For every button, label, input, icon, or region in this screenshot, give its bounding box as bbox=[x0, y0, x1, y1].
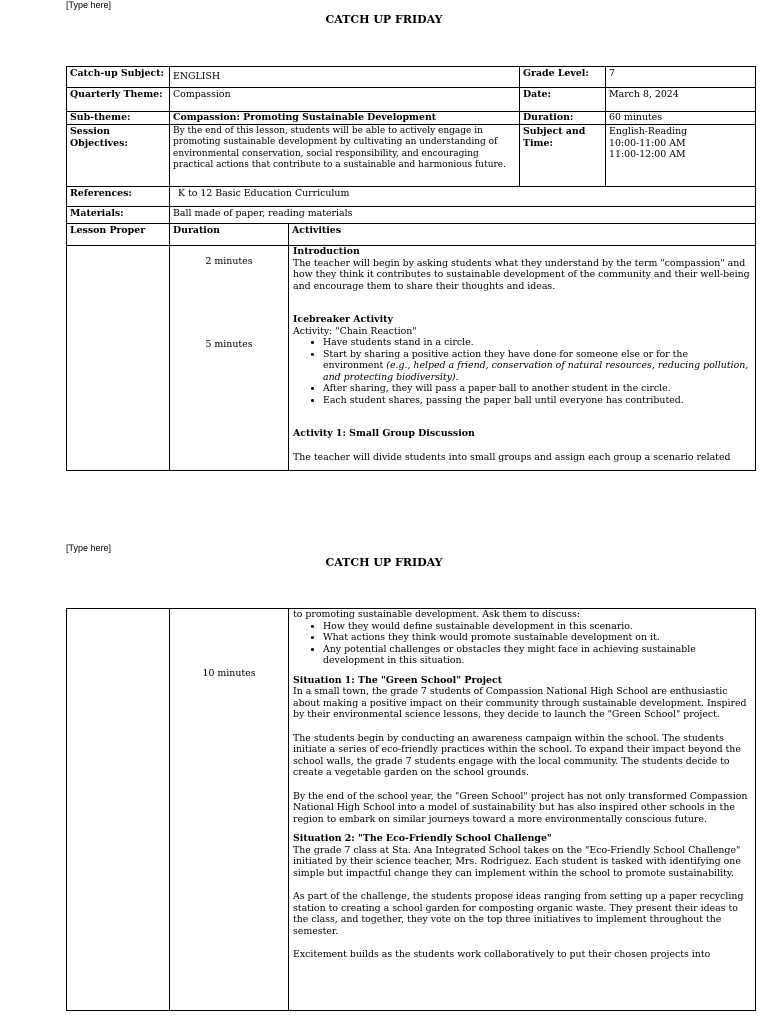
activities-column-header: Activities bbox=[289, 224, 756, 246]
duration-intro: 2 minutes bbox=[205, 256, 253, 267]
references-value: K to 12 Basic Education Curriculum bbox=[170, 187, 756, 207]
subtheme-value: Compassion: Promoting Sustainable Development bbox=[170, 112, 520, 125]
grade-label: Grade Level: bbox=[520, 67, 606, 88]
theme-value: Compassion bbox=[170, 88, 520, 112]
duration-icebreaker: 5 minutes bbox=[205, 339, 253, 350]
page2-title: CATCH UP FRIDAY bbox=[325, 556, 443, 569]
icebreaker-step-text: Start by sharing a positive action they have done for someone else or for the environment bbox=[323, 348, 688, 371]
date-value: March 8, 2024 bbox=[606, 88, 756, 112]
subject-time-value bbox=[606, 125, 756, 187]
situation1-paragraph: In a small town, the grade 7 students of Compassion National High School are enthusiastic about making a positive impact on their community through sustainable development. Inspired by their environmental science lessons, they decide to launch the "Green School" project. bbox=[293, 686, 747, 720]
discussion-intro: to promoting sustainable development. Ask them to discuss: bbox=[293, 609, 580, 620]
materials-label: Materials: bbox=[67, 207, 170, 224]
situation2-paragraph: Excitement builds as the students work collaboratively to put their chosen projects into bbox=[293, 949, 711, 960]
lesson-proper-empty bbox=[67, 246, 170, 471]
list-item: • How they would define sustainable development in this scenario. bbox=[323, 621, 751, 633]
icebreaker-example: (e.g., helped a friend, conservation of natural resources, reducing pollution, and protecting biodiversity). bbox=[323, 360, 749, 383]
duration-discussion: 10 minutes bbox=[202, 668, 256, 679]
situation2-paragraph: The grade 7 class at Sta. Ana Integrated School takes on the "Eco-Friendly School Challenge" initiated by their science teacher, Mrs. Rodriguez. Each student is tasked with identifying one simple but impactful change they can implement within the school to promote sustainability. bbox=[293, 844, 741, 879]
lesson-proper-empty bbox=[67, 609, 170, 1011]
subject-label: Catch-up Subject: bbox=[67, 67, 170, 88]
subtheme-label: Sub-theme: bbox=[67, 112, 170, 125]
duration-column-header: Duration bbox=[170, 224, 289, 246]
list-item: • Each student shares, passing the paper ball until everyone has contributed. bbox=[323, 395, 751, 407]
page1-title: CATCH UP FRIDAY bbox=[325, 13, 443, 26]
page1-lesson-table bbox=[66, 66, 756, 471]
situation2-heading: Situation 2: "The Eco-Friendly School Challenge" bbox=[293, 833, 552, 844]
activity1-heading: Activity 1: Small Group Discussion bbox=[293, 428, 475, 439]
duration-value: 60 minutes bbox=[606, 112, 756, 125]
materials-value: Ball made of paper, reading materials bbox=[170, 207, 756, 224]
list-item: • Have students stand in a circle. bbox=[323, 337, 751, 349]
list-item: • Any potential challenges or obstacles they might face in achieving sustainable development in this situation. bbox=[323, 644, 751, 667]
page1-header-note: [Type here] bbox=[66, 0, 112, 10]
list-item: • After sharing, they will pass a paper ball to another student in the circle. bbox=[323, 383, 751, 395]
list-item: • What actions they think would promote sustainable development on it. bbox=[323, 632, 751, 644]
objectives-value: By the end of this lesson, students will be able to actively engage in promoting sustainable development by cultivating an understanding of environmental conservation, social responsibility, and encouraging practical actions that contribute to a sustainable and harmonious future. bbox=[170, 125, 520, 187]
icebreaker-steps bbox=[293, 337, 751, 406]
icebreaker-heading: Icebreaker Activity bbox=[293, 314, 393, 325]
situation1-paragraph: The students begin by conducting an awareness campaign within the school. The students initiate a series of eco-friendly practices within the school. To expand their impact beyond the school walls, the grade 7 students engage with the local community. The students decide to create a vegetable garden on the school grounds. bbox=[293, 732, 741, 778]
discussion-points bbox=[293, 621, 751, 667]
list-item bbox=[323, 349, 751, 384]
icebreaker-activity-name: Activity: "Chain Reaction" bbox=[293, 325, 417, 337]
page2-header-note: [Type here] bbox=[66, 543, 112, 553]
duration-label: Duration: bbox=[520, 112, 606, 125]
subject-time-line-2: 10:00-11:00 AM bbox=[609, 137, 686, 149]
subject-time-line-1: English-Reading bbox=[609, 126, 688, 137]
duration-column bbox=[170, 246, 289, 471]
situation1-paragraph: By the end of the school year, the "Green School" project has not only transformed Compassion National High School into a model of sustainability but has also inspired other schools in the region to embark on similar journeys toward a more environmentally conscious future. bbox=[293, 790, 748, 825]
subject-value: ENGLISH bbox=[170, 67, 520, 88]
situation2-paragraph: As part of the challenge, the students propose ideas ranging from setting up a paper recycling station to creating a school garden for composting organic waste. They present their ideas to the class, and together, they vote on the top three initiatives to implement throughout the semester. bbox=[293, 891, 744, 937]
activities-cell-page1 bbox=[289, 246, 756, 471]
subject-time-label: Subject and Time: bbox=[520, 125, 606, 187]
subject-time-line-3: 11:00-12:00 AM bbox=[609, 149, 686, 160]
references-label: References: bbox=[67, 187, 170, 207]
activities-cell-page2 bbox=[289, 609, 756, 1011]
activity1-text: The teacher will divide students into small groups and assign each group a scenario related bbox=[293, 451, 731, 463]
lesson-proper-label: Lesson Proper bbox=[67, 224, 170, 246]
duration-column bbox=[170, 609, 289, 1011]
grade-value: 7 bbox=[606, 67, 756, 88]
situation1-heading: Situation 1: The "Green School" Project bbox=[293, 674, 503, 686]
page2-lesson-table bbox=[66, 608, 756, 1011]
theme-label: Quarterly Theme: bbox=[67, 88, 170, 112]
date-label: Date: bbox=[520, 88, 606, 112]
intro-text: The teacher will begin by asking students what they understand by the term "compassion" and how they think it contributes to sustainable development of the community and their well-being and encourage them to share their thoughts and ideas. bbox=[293, 257, 750, 292]
intro-heading: Introduction bbox=[293, 246, 360, 257]
objectives-label: Session Objectives: bbox=[67, 125, 170, 187]
